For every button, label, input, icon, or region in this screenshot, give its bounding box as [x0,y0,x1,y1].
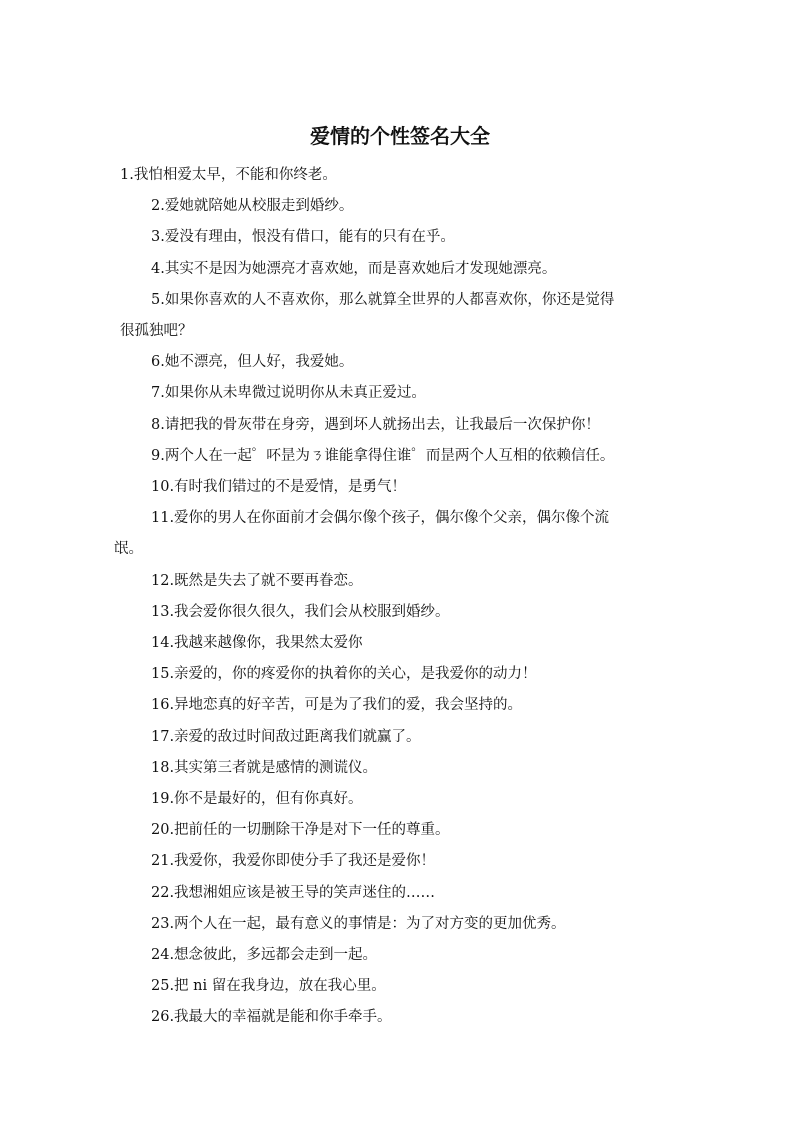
list-item-continuation: 氓。 [114,541,143,558]
list-item: 23.两个人在一起，最有意义的事情是：为了对方变的更加优秀。 [151,915,566,932]
list-item: 3.爱没有理由，恨没有借口，能有的只有在乎。 [151,229,455,246]
list-item: 4.其实不是因为她漂亮才喜欢她，而是喜欢她后才发现她漂亮。 [151,260,557,277]
list-item: 13.我会爱你很久很久，我们会从校服到婚纱。 [151,603,450,620]
list-item: 16.异地恋真的好辛苦，可是为了我们的爱，我会坚持的。 [151,697,523,714]
list-item: 24.想念彼此，多远都会走到一起。 [151,947,378,964]
list-item: 7.如果你从未卑微过说明你从未真正爱过。 [151,385,426,402]
list-item: 17.亲爱的敌过时间敌过距离我们就赢了。 [151,728,421,745]
list-item: 14.我越来越像你，我果然太爱你 [151,635,363,652]
list-item: 15.亲爱的，你的疼爱你的执着你的关心，是我爱你的动力！ [151,666,537,683]
list-item: 22.我想湘姐应该是被王导的笑声迷住的…… [151,884,436,901]
list-item: 10.有时我们错过的不是爱情，是勇气！ [151,479,407,496]
list-item: 21.我爱你，我爱你即使分手了我还是爱你！ [151,853,436,870]
list-item: 18.其实第三者就是感情的测谎仪。 [151,759,378,776]
list-item-continuation: 很孤独吧？ [120,323,193,340]
list-item: 19.你不是最好的，但有你真好。 [151,791,363,808]
list-item: 6.她不漂亮，但人好，我爱她。 [151,354,354,371]
list-item: 2.爱她就陪她从校服走到婚纱。 [151,198,354,215]
list-item: 9.两个人在一起゜吥昰为ㄋ谁能拿得住谁゜而昰两个人互相的依赖信任。 [151,447,615,464]
list-item: 25.把 ni 留在我身边，放在我心里。 [151,978,386,995]
document-body [114,160,680,1034]
list-item: 8.请把我的骨灰带在身旁，遇到坏人就扬出去，让我最后一次保护你！ [151,416,600,433]
list-item: 20.把前任的一切删除干净是对下一任的尊重。 [151,822,450,839]
document-title: 爱情的个性签名大全 [310,124,490,148]
list-item: 12.既然是失去了就不要再眷恋。 [151,572,363,589]
list-item: 26.我最大的幸福就是能和你手牵手。 [151,1009,392,1026]
list-item: 5.如果你喜欢的人不喜欢你，那么就算全世界的人都喜欢你，你还是觉得 [151,291,615,308]
list-item: 11.爱你的男人在你面前才会偶尔像个孩子，偶尔像个父亲，偶尔像个流 [151,510,610,527]
list-item: 1.我怕相爱太早，不能和你终老。 [120,167,337,183]
